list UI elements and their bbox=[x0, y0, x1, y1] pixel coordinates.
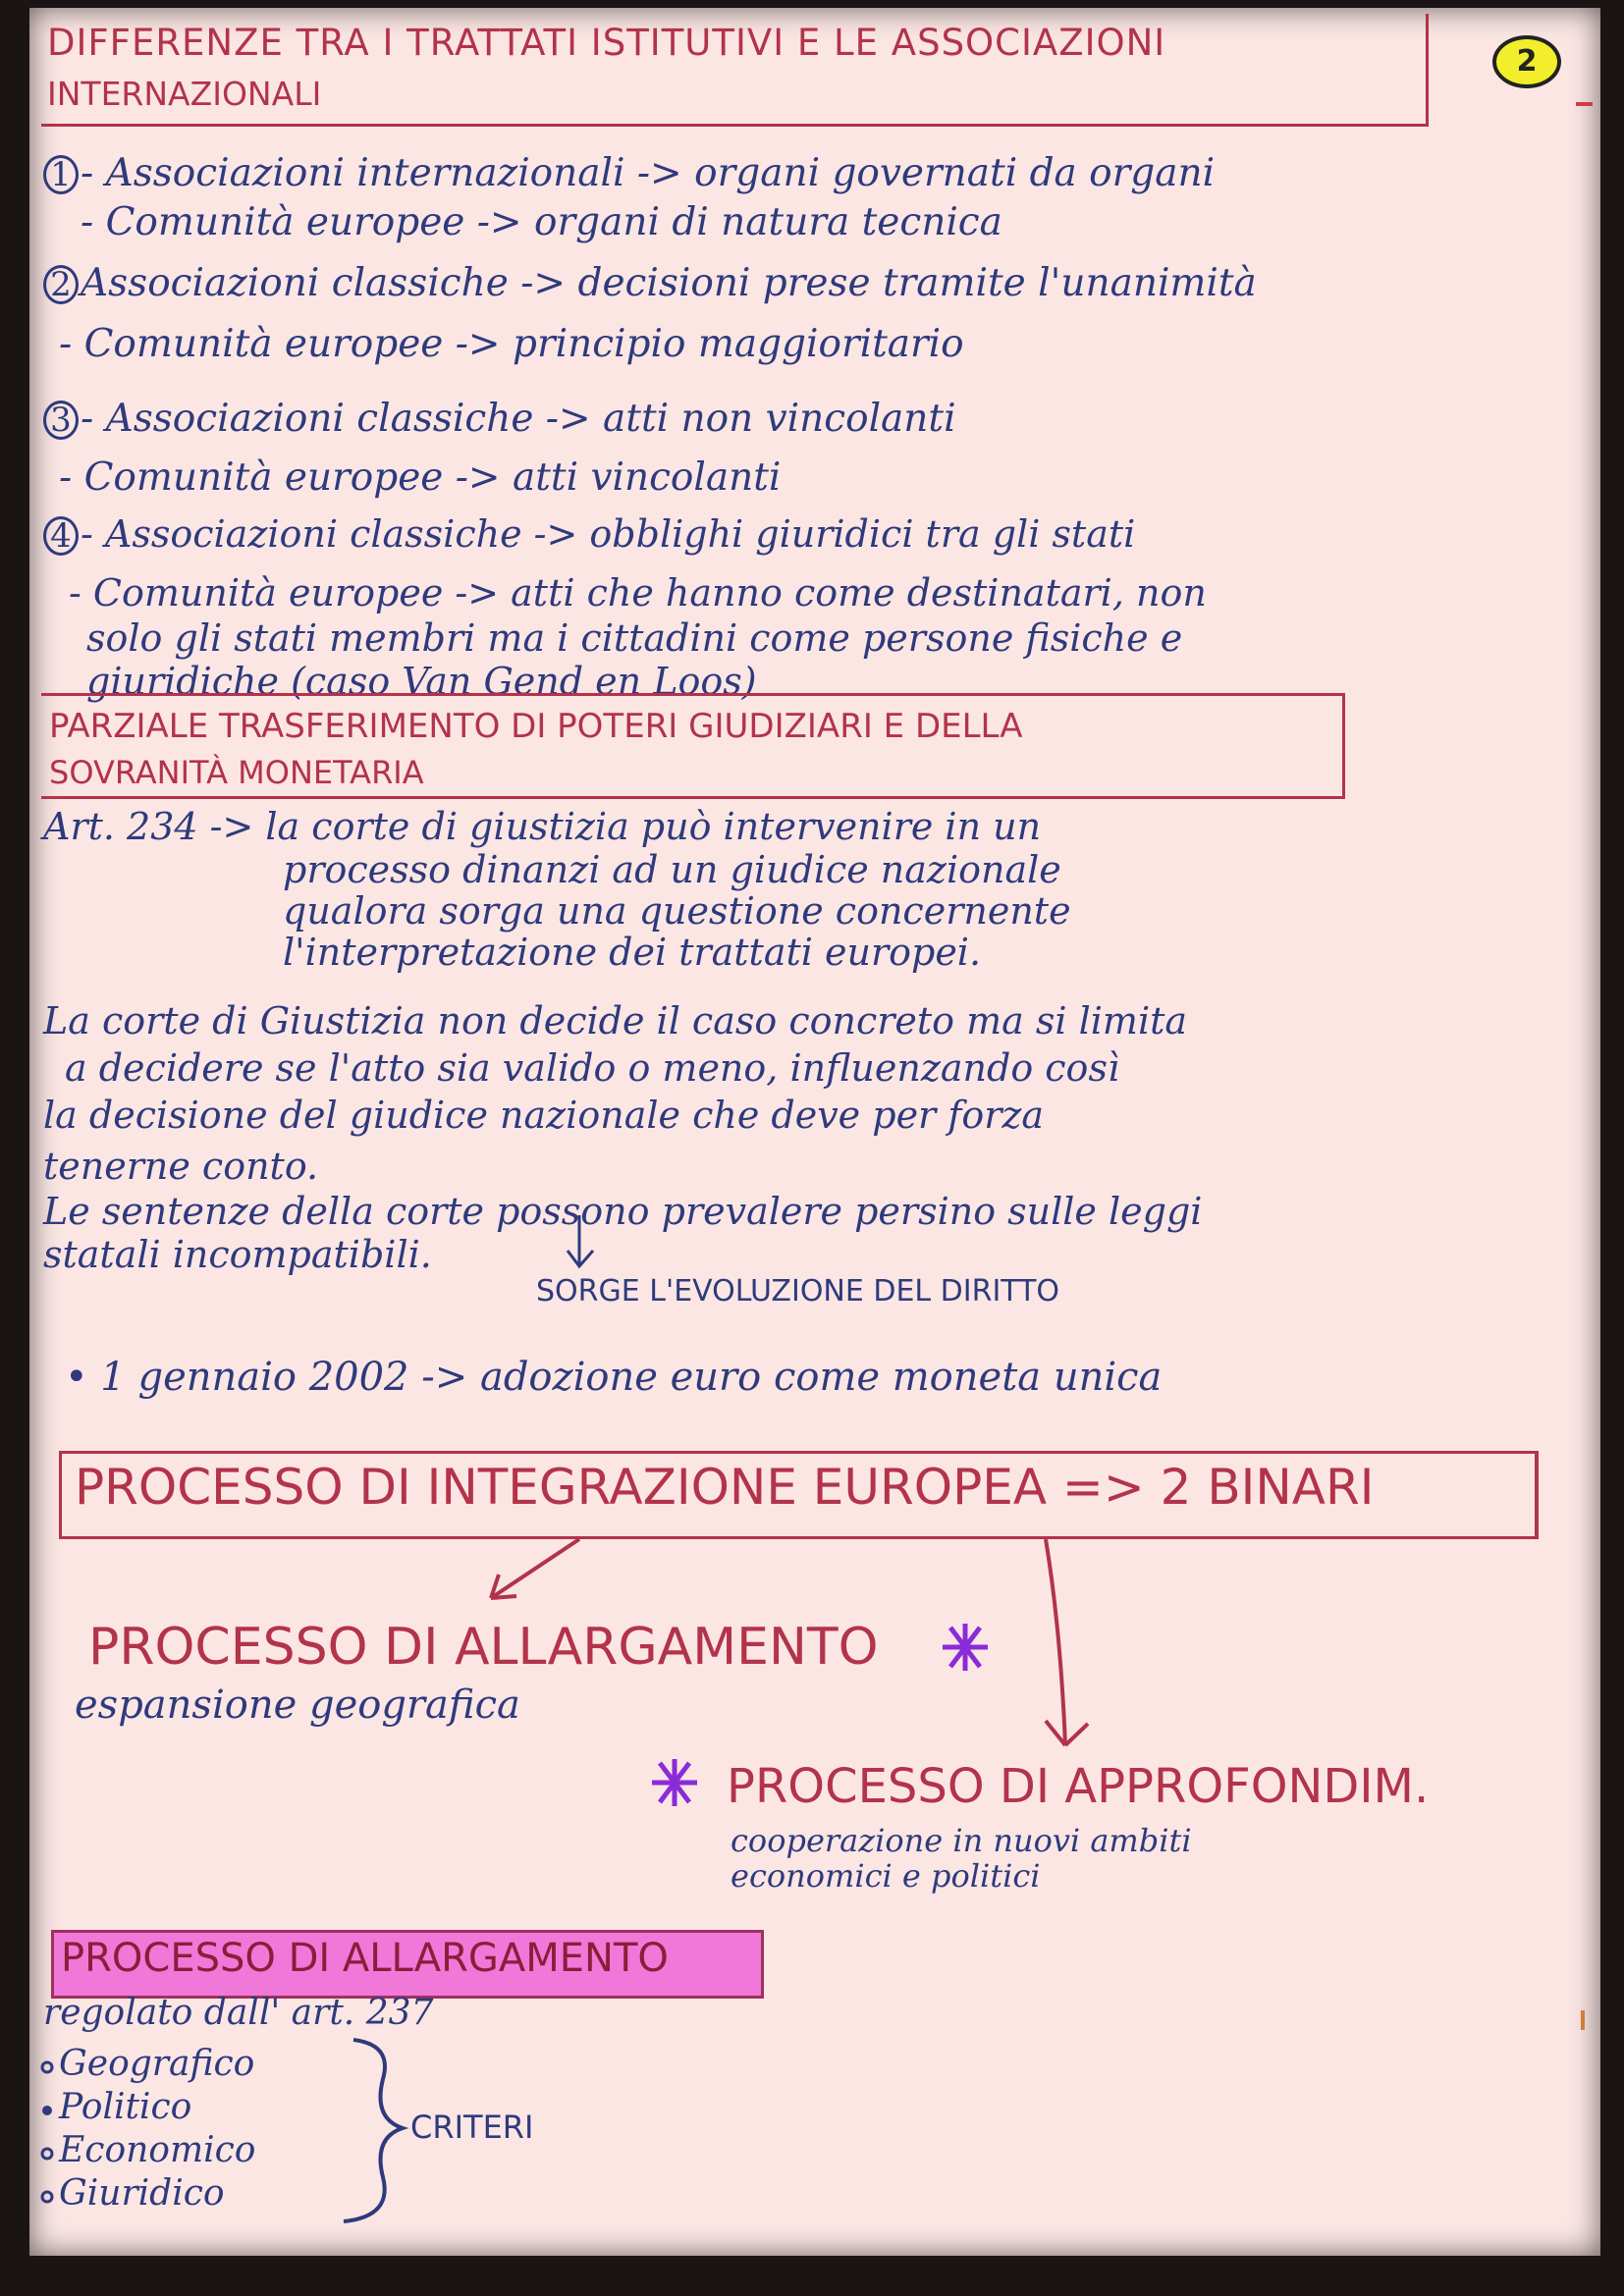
criteria-brace bbox=[344, 2040, 403, 2221]
diff-4-communities-line1: - Comunità europee -> atti che hanno come destinatari, non bbox=[69, 571, 1207, 614]
article-line1: Art. 234 -> la corte di giustizia può intervenire in un bbox=[43, 805, 1042, 848]
criterion-2: Politico bbox=[59, 2087, 192, 2127]
diff-1-number: 1 bbox=[43, 155, 79, 194]
paragraph-line3: la decisione del giudice nazionale che deve per forza bbox=[43, 1094, 1045, 1137]
diff-3-associations: - Associazioni classiche -> atti non vincolanti bbox=[81, 397, 956, 441]
star-icon bbox=[652, 1759, 697, 1806]
diff-4-communities-line3: giuridiche (caso Van Gend en Loos) bbox=[86, 660, 757, 703]
arrow-head bbox=[1046, 1721, 1088, 1745]
article-line4: l'interpretazione dei trattati europei. bbox=[283, 931, 982, 974]
paragraph-line5: Le sentenze della corte possono prevalere persino sulle leggi bbox=[43, 1190, 1203, 1233]
criterion-4: Giuridico bbox=[59, 2173, 225, 2214]
header-title-line2: INTERNAZIONALI bbox=[47, 75, 322, 113]
enlargement-section-title: PROCESSO DI ALLARGAMENTO bbox=[61, 1936, 669, 1981]
criterion-bullet bbox=[42, 2106, 52, 2115]
evolution-note: SORGE L'EVOLUZIONE DEL DIRITTO bbox=[536, 1274, 1060, 1308]
arrow-to-deepening bbox=[1046, 1539, 1065, 1745]
paragraph-line2: a decidere se l'atto sia valido o meno, influenzando così bbox=[65, 1046, 1120, 1090]
diff-3-communities: - Comunità europee -> atti vincolanti bbox=[59, 455, 782, 500]
deepening-sub2: economici e politici bbox=[731, 1857, 1041, 1895]
deepening-sub1: cooperazione in nuovi ambiti bbox=[731, 1822, 1192, 1859]
paragraph-line4: tenerne conto. bbox=[43, 1145, 319, 1188]
enlargement-subtitle: espansione geografica bbox=[75, 1682, 520, 1728]
criterion-1: Geografico bbox=[59, 2044, 255, 2084]
page-number-badge: 2 bbox=[1492, 35, 1561, 88]
diff-2-associations: Associazioni classiche -> decisioni prese tramite l'unanimità bbox=[81, 261, 1257, 305]
deepening-title: PROCESSO DI APPROFONDIM. bbox=[727, 1759, 1430, 1814]
transfer-title-line2: SOVRANITÀ MONETARIA bbox=[49, 754, 424, 791]
enlargement-title: PROCESSO DI ALLARGAMENTO bbox=[88, 1618, 879, 1677]
diff-2-number: 2 bbox=[43, 265, 79, 304]
diff-1-associations: - Associazioni internazionali -> organi governati da organi bbox=[81, 151, 1216, 195]
diff-3-number: 3 bbox=[43, 400, 79, 440]
diff-4-number: 4 bbox=[43, 516, 79, 556]
diff-4-associations: - Associazioni classiche -> obblighi giuridici tra gli stati bbox=[81, 512, 1136, 556]
star-icon bbox=[943, 1624, 988, 1671]
integration-title: PROCESSO DI INTEGRAZIONE EUROPEA => 2 BINARI bbox=[75, 1459, 1375, 1516]
criterion-bullet bbox=[42, 2149, 52, 2159]
evolution-arrow bbox=[568, 1215, 593, 1266]
header-title-line1: DIFFERENZE TRA I TRATTATI ISTITUTIVI E LE ASSOCIAZIONI bbox=[47, 22, 1166, 64]
article-line3: qualora sorga una questione concernente bbox=[283, 889, 1071, 933]
diff-1-communities: - Comunità europee -> organi di natura tecnica bbox=[81, 200, 1002, 244]
arrow-to-enlargement bbox=[491, 1539, 579, 1598]
pen-drawings bbox=[29, 8, 1600, 2256]
paragraph-line6: statali incompatibili. bbox=[43, 1233, 432, 1276]
euro-note: • 1 gennaio 2002 -> adozione euro come moneta unica bbox=[65, 1355, 1163, 1400]
criterion-3: Economico bbox=[59, 2130, 256, 2170]
enlargement-regulated: regolato dall' art. 237 bbox=[43, 1993, 434, 2033]
diff-2-communities: - Comunità europee -> principio maggioritario bbox=[59, 322, 964, 366]
transfer-title-line1: PARZIALE TRASFERIMENTO DI POTERI GIUDIZIARI E DELLA bbox=[49, 707, 1023, 746]
diff-4-communities-line2: solo gli stati membri ma i cittadini come persone fisiche e bbox=[86, 616, 1183, 660]
criteria-label: CRITERI bbox=[410, 2109, 534, 2146]
article-line2: processo dinanzi ad un giudice nazionale bbox=[283, 848, 1061, 891]
paragraph-line1: La corte di Giustizia non decide il caso concreto ma si limita bbox=[43, 999, 1188, 1042]
criterion-bullet bbox=[42, 2062, 52, 2072]
criterion-bullet bbox=[42, 2192, 52, 2202]
notebook-page bbox=[29, 8, 1600, 2256]
